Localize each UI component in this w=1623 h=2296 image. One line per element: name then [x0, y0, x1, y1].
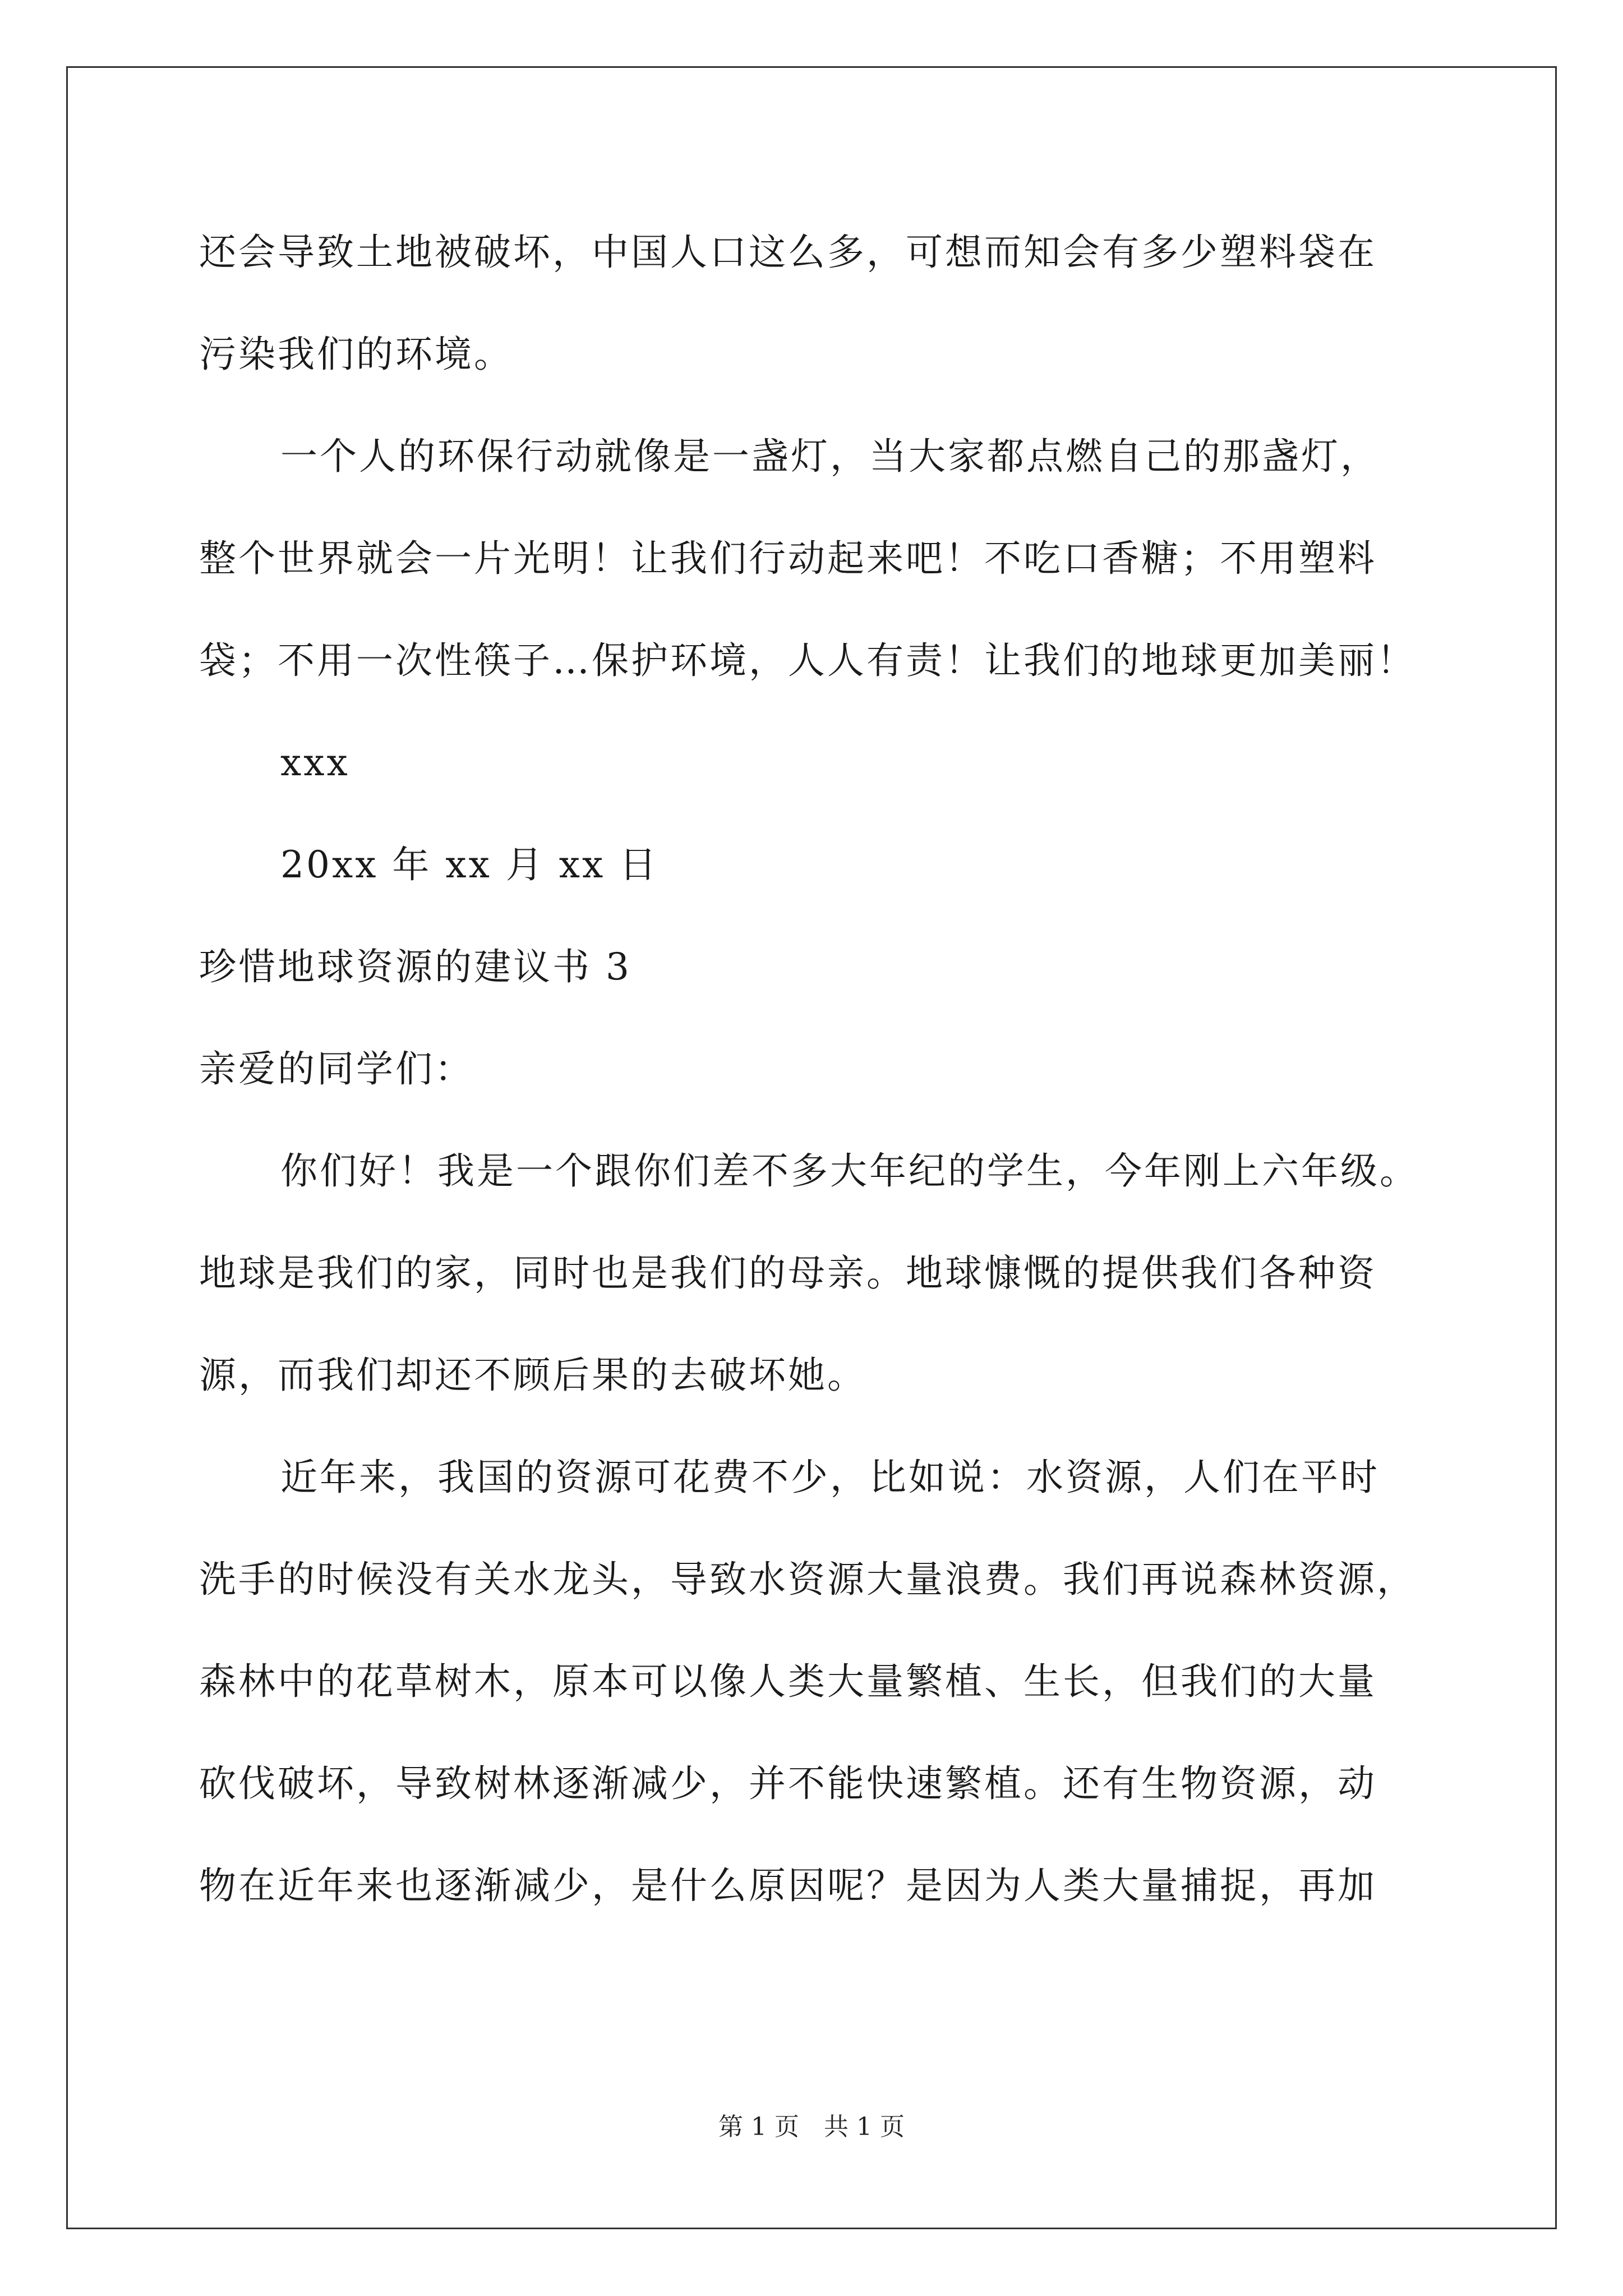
text-line: 森林中的花草树木，原本可以像人类大量繁植、生长，但我们的大量	[199, 1660, 1377, 1703]
signature-date: 20xx 年 xx 月 xx 日	[280, 843, 659, 886]
text-line: 污染我们的环境。	[199, 333, 513, 376]
text-line: 还会导致土地被破坏，中国人口这么多，可想而知会有多少塑料袋在	[199, 231, 1377, 274]
signature-name: xxx	[280, 741, 350, 784]
text-line: 砍伐破坏，导致树林逐渐减少，并不能快速繁植。还有生物资源，动	[199, 1762, 1377, 1805]
document-body	[199, 222, 1433, 1957]
section-title: 珍惜地球资源的建议书 3	[199, 945, 631, 988]
text-line: 一个人的环保行动就像是一盏灯，当大家都点燃自己的那盏灯，	[280, 435, 1380, 478]
page-number-footer: 第 1 页 共 1 页	[718, 2113, 905, 2141]
text-line: 物在近年来也逐渐减少，是什么原因呢？是因为人类大量捕捉，再加	[199, 1864, 1377, 1907]
text-line: 地球是我们的家，同时也是我们的母亲。地球慷慨的提供我们各种资	[199, 1251, 1377, 1295]
text-line: 你们好！我是一个跟你们差不多大年纪的学生，今年刚上六年级。	[280, 1149, 1419, 1193]
text-line: 袋；不用一次性筷子…保护环境，人人有责！让我们的地球更加美丽！	[199, 639, 1416, 682]
text-line: 近年来，我国的资源可花费不少，比如说：水资源，人们在平时	[280, 1456, 1380, 1499]
text-line: 洗手的时候没有关水龙头，导致水资源大量浪费。我们再说森林资源，	[199, 1558, 1416, 1601]
text-line: 源，而我们却还不顾后果的去破坏她。	[199, 1354, 866, 1397]
salutation: 亲爱的同学们：	[199, 1047, 474, 1091]
text-line: 整个世界就会一片光明！让我们行动起来吧！不吃口香糖；不用塑料	[199, 537, 1377, 580]
